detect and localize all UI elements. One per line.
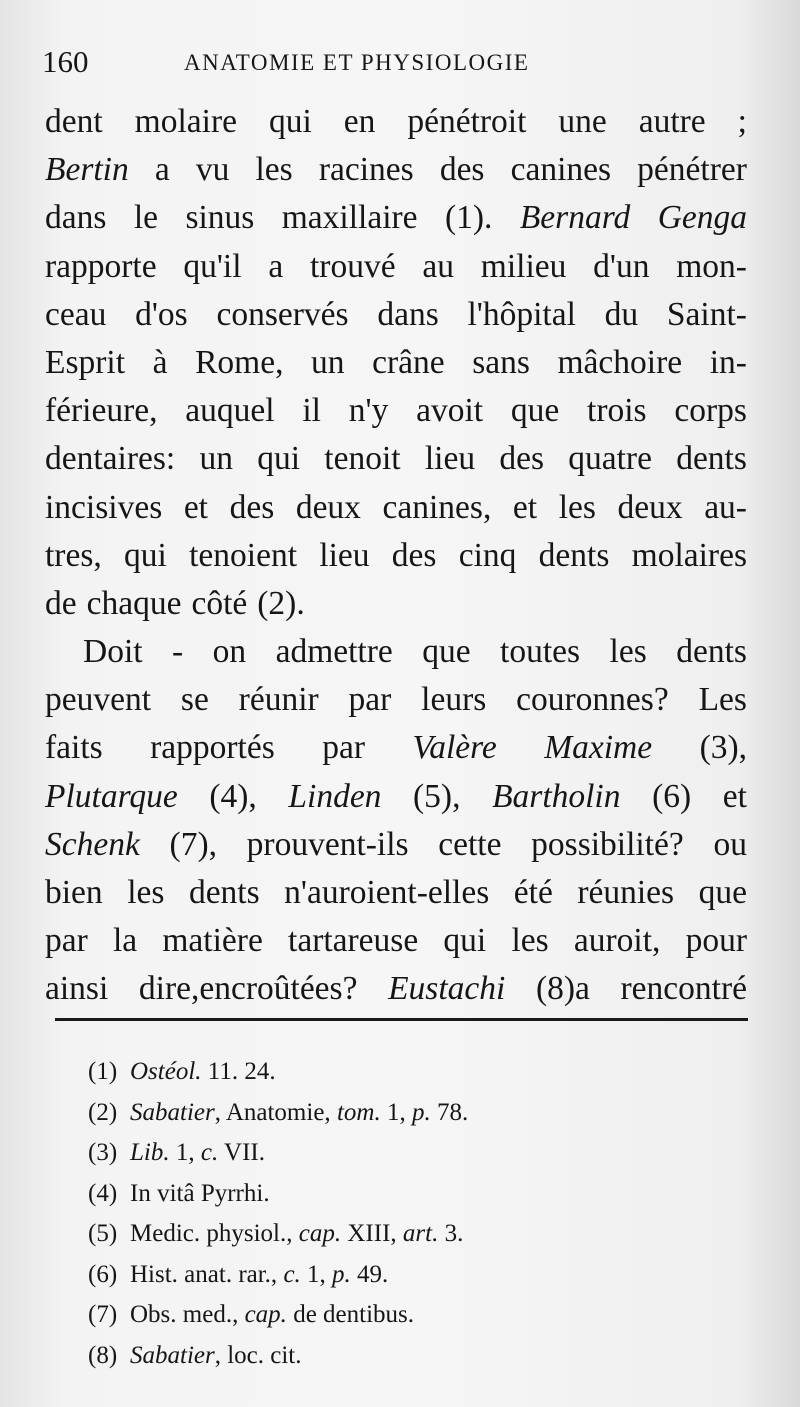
word: dents [676,440,747,478]
word: autre [638,103,706,140]
word: quatre [568,440,652,478]
word: rencontré [620,970,747,1008]
word: avoit [416,392,484,430]
text-line [45,676,747,724]
word: Les [698,681,747,719]
footnote-number: (5) [88,1220,118,1247]
word: été [513,874,553,911]
word: de [45,584,77,622]
word: (6) [652,777,692,815]
word: ou [713,825,747,863]
footnotes [88,1052,708,1376]
footnote-text: Medic. physiol., [130,1220,299,1247]
word: dents [676,633,747,671]
word: le [133,199,159,237]
footnote-text: Lib. [130,1139,170,1166]
word: leurs [421,681,487,719]
word: Eustachi [388,970,506,1008]
word: deux [295,488,361,526]
word: d'os [135,295,188,333]
word: auroit, [573,922,661,960]
word: faits [45,729,103,767]
word: crâne [372,343,445,381]
footnote [88,1052,708,1093]
word: par [348,681,392,719]
word: molaire [134,103,237,140]
text-line [45,435,747,483]
word: des [499,440,544,478]
footnote-text: de dentibus. [286,1301,415,1328]
footnote [88,1133,708,1174]
footnote-text: , loc. cit. [214,1341,302,1369]
footnote-text: 3. [438,1220,464,1247]
text-line [45,869,747,917]
footnote-rule [55,1018,748,1021]
word: racines [318,151,414,189]
word: Rome, [195,343,284,381]
word: férieure, [45,392,158,430]
word: Bertin [45,151,129,189]
word: tenoient [189,536,298,574]
word: (1). [444,199,493,237]
word: une [558,103,607,140]
text-line [45,580,747,628]
word: réunir [238,681,319,719]
word: Bernard [519,199,631,237]
footnote-text: 1, [169,1139,201,1166]
footnote-text: art. [402,1220,439,1247]
word: possibilité? [531,825,684,863]
footnote-text: XIII, [341,1220,403,1247]
word: rapportés [150,729,275,767]
word: les [127,874,165,911]
word: pénétroit [407,103,527,140]
word: matière [162,922,263,960]
footnote-text: Hist. anat. rar., [130,1260,284,1288]
word: dans [45,199,107,237]
word: Esprit [45,343,126,381]
word: les [511,922,549,960]
word: les [558,488,596,526]
word: a [268,247,284,285]
word: mon- [676,247,747,285]
word: la [112,922,138,960]
word: et [722,777,747,815]
word: Saint- [666,295,747,333]
word: couronnes? [516,681,669,719]
word: du [604,295,639,333]
text-line [45,628,747,676]
word: qui [257,440,301,478]
word: maxillaire [281,199,418,237]
text-line [45,291,747,339]
word: dentaires: [45,440,176,478]
word: il [302,392,321,430]
text-line [45,98,747,146]
word: (4), [209,777,257,815]
word: l'hôpital [467,295,576,333]
word: conservés [216,295,349,333]
word: et [512,488,538,526]
word: pour [685,922,747,960]
footnote [88,1093,708,1134]
word: - [172,633,184,671]
word: peuvent [45,681,152,719]
word: à [152,343,168,381]
footnote-number: (2) [88,1098,118,1126]
text-line [45,146,747,194]
footnote-text: Sabatier [130,1341,215,1369]
text-line [45,243,747,291]
footnote-text: cap. [244,1301,287,1328]
footnote-text: In vitâ Pyrrhi. [130,1179,270,1207]
text-line [45,773,747,821]
footnote-text: 11. 24. [201,1058,276,1085]
word: des [391,536,437,574]
footnote-text: cap. [298,1220,342,1247]
word: dans [377,295,439,333]
word: ceau [45,295,107,333]
word: canines, [382,488,492,526]
word: admettre [275,633,393,671]
text-line [45,724,747,772]
footnote-text: Obs. med., [130,1301,245,1328]
footnote-text: 1, [380,1098,412,1126]
word: Maxime [544,729,653,767]
word: sinus [185,199,255,237]
word: tres, [45,536,102,574]
word: qui [443,922,487,960]
footnote-text: 78. [430,1098,469,1126]
text-line [45,387,747,435]
word: in- [709,343,747,381]
word: (7), [169,825,217,863]
word: trouvé [309,247,396,285]
footnote-text: tom. [336,1098,381,1126]
word: qui [268,103,312,140]
word: vu [195,151,230,189]
word: canines [510,151,612,189]
text-line [45,194,747,242]
footnote-text: Ostéol. [130,1058,202,1085]
footnote-text: 1, [300,1260,333,1288]
word: rapporte [45,247,157,285]
word: chaque [86,584,182,622]
word: toutes [500,633,581,671]
footnote [88,1295,708,1336]
word: Schenk [45,825,140,863]
word: a [154,151,170,189]
word: Doit [83,633,143,671]
word: que [698,874,747,911]
word: dents [538,536,610,574]
word: on [212,633,247,671]
footnote-text: p. [411,1098,431,1126]
text-line [45,339,747,387]
word: que [510,392,560,430]
word: (3), [699,729,747,767]
word: tenoit [324,440,401,478]
word: lieu [424,440,476,478]
word: se [180,681,209,719]
footnote [88,1336,708,1377]
word: dent [45,103,103,140]
footnote-text: c. [283,1260,301,1288]
word: incisives [45,488,163,526]
footnote-text: , Anatomie, [214,1098,337,1126]
word: des [229,488,275,526]
text-line [45,965,747,1013]
word: les [255,151,293,189]
word: Plutarque [45,777,178,815]
word: corps [674,392,747,430]
word: milieu [480,247,567,285]
text-line [45,484,747,532]
text-line [45,917,747,965]
word: les [609,633,647,671]
word: tartareuse [288,922,419,960]
word: trois [587,392,647,430]
word: molaires [631,536,747,574]
word: n'y [348,392,389,430]
word: par [322,729,365,767]
word: cinq [458,536,517,574]
word: en [343,103,376,140]
page-number: 160 [42,44,89,79]
word: pénétrer [637,151,747,189]
text-line [45,532,747,580]
footnote [88,1214,708,1255]
word: ainsi [45,970,109,1008]
footnote-number: (6) [88,1260,118,1288]
word: qui [124,536,167,574]
word: un [199,440,233,478]
footnote-number: (1) [88,1058,118,1085]
word: mâchoire [557,343,683,381]
footnote-number: (7) [88,1301,118,1328]
word: deux [617,488,683,526]
word: Genga [657,199,747,237]
word: Linden [288,777,382,815]
word: (5), [413,777,461,815]
word: réunies [577,874,675,911]
text-line [45,821,747,869]
word: Bartholin [492,777,621,815]
word: cette [438,825,502,863]
word: et [183,488,208,526]
word: n'auroient-elles [284,874,490,911]
footnote-number: (8) [88,1341,118,1369]
word: au- [704,488,747,526]
footnote [88,1174,708,1215]
word: Valère [412,729,497,767]
word: dire,encroûtées? [138,970,358,1008]
word: un [311,343,345,381]
footnote-text: c. [200,1139,219,1166]
word: (2). [257,584,305,622]
word: prouvent-ils [246,825,409,863]
body-text [45,98,747,1014]
word: d'un [593,247,650,285]
word: par [45,922,88,960]
footnote-number: (3) [88,1139,118,1166]
running-title: ANATOMIE ET PHYSIOLOGIE [184,50,530,75]
footnote [88,1255,708,1296]
word: (8)a [535,970,590,1008]
word: dents [188,874,260,911]
word: qu'il [183,247,242,285]
footnote-text: 49. [350,1260,389,1288]
word: auquel [185,392,275,430]
word: que [422,633,471,671]
footnote-number: (4) [88,1179,118,1207]
footnote-text: p. [332,1260,351,1288]
footnote-text: VII. [218,1139,265,1166]
word: côté [191,584,248,622]
word: lieu [319,536,370,574]
word: sans [472,343,530,381]
footnote-text: Sabatier [130,1098,215,1126]
word: au [422,247,454,285]
word: bien [45,874,103,911]
page-header [42,44,742,84]
word: des [439,151,485,189]
word: ; [737,103,747,140]
